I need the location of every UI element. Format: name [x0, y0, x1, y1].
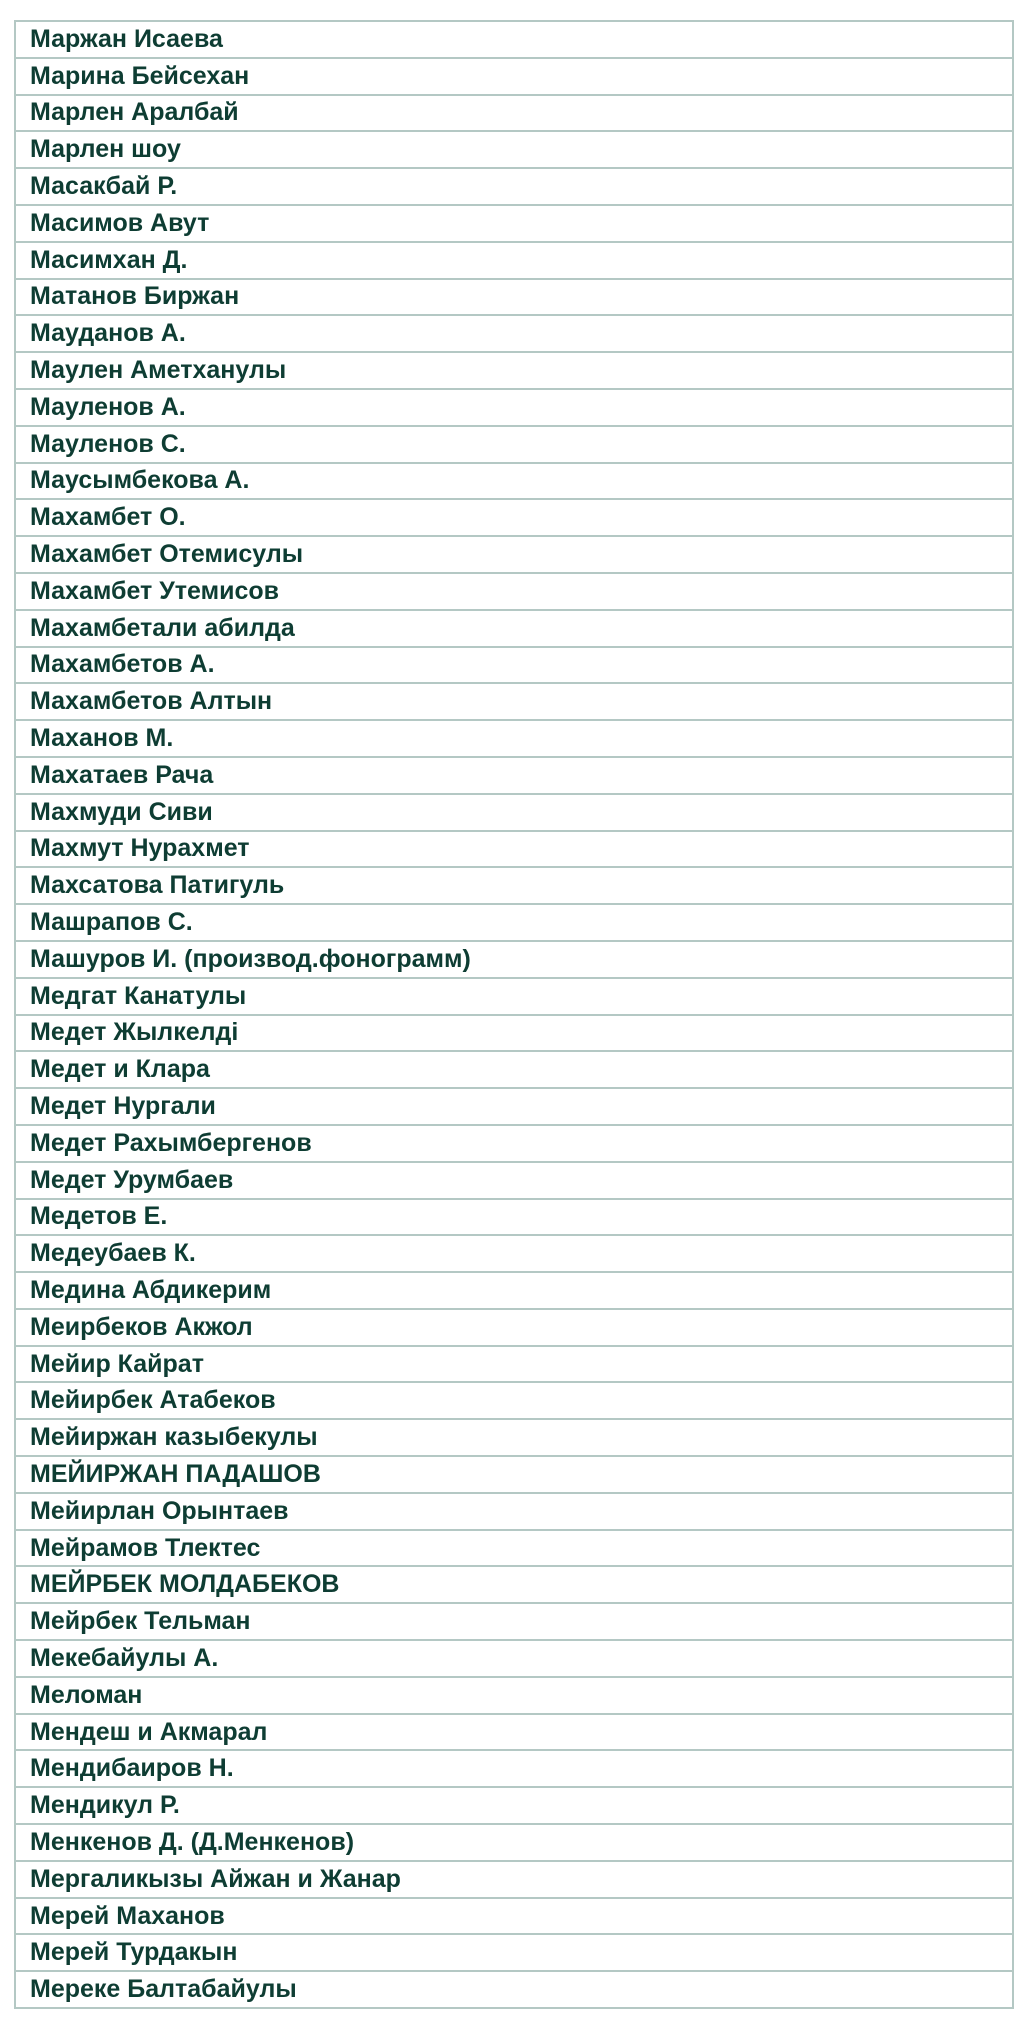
table-row: [16, 868, 1012, 905]
table-row: [16, 1715, 1012, 1752]
table-row: [16, 1641, 1012, 1678]
name-cell: Махамбет Утемисов: [30, 576, 279, 605]
name-cell: Маусымбекова А.: [30, 466, 250, 495]
table-row: [16, 832, 1012, 869]
name-cell: МЕЙРБЕК МОЛДАБЕКОВ: [30, 1570, 340, 1599]
name-cell: Мауленов С.: [30, 429, 186, 458]
name-cell: Мекебайулы А.: [30, 1643, 219, 1672]
name-cell: Медет Нургали: [30, 1092, 216, 1120]
name-cell: Маулен Аметханулы: [30, 356, 287, 385]
table-row: [16, 132, 1012, 169]
table-row: [16, 1016, 1012, 1053]
table-row: [16, 243, 1012, 280]
name-cell: Масимов Авут: [30, 208, 210, 237]
table-row: [16, 1163, 1012, 1200]
table-row: [16, 574, 1012, 611]
table-row: [16, 1420, 1012, 1457]
name-cell: Медина Абдикерим: [30, 1275, 272, 1304]
table-row: [16, 1678, 1012, 1715]
table-row: [16, 942, 1012, 979]
name-cell: Медет и Клара: [30, 1055, 210, 1084]
table-row: [16, 353, 1012, 390]
table-row: [16, 1089, 1012, 1126]
table-row: [16, 1052, 1012, 1089]
table-row: [16, 22, 1012, 59]
table-row: [16, 1862, 1012, 1899]
name-cell: Мейирлан Орынтаев: [30, 1496, 289, 1525]
table-row: [16, 1347, 1012, 1384]
table-row: [16, 390, 1012, 427]
name-cell: Мейрамов Тлектес: [30, 1533, 261, 1562]
name-cell: Мергаликызы Айжан и Жанар: [30, 1864, 401, 1893]
table-row: [16, 1494, 1012, 1531]
name-cell: Мейир Кайрат: [30, 1349, 204, 1378]
table-row: [16, 905, 1012, 942]
name-cell: МЕЙИРЖАН ПАДАШОВ: [30, 1459, 321, 1488]
table-row: [16, 169, 1012, 206]
name-cell: Меломан: [30, 1680, 143, 1709]
name-cell: Машуров И. (производ.фонограмм): [30, 944, 471, 973]
name-cell: Мауленов А.: [30, 392, 186, 421]
name-cell: Марлен Аралбай: [30, 98, 239, 127]
name-cell: Махатаев Рача: [30, 760, 214, 789]
name-cell: Мейирбек Атабеков: [30, 1386, 276, 1415]
name-cell: Мендикул Р.: [30, 1791, 180, 1820]
name-cell: Масакбай Р.: [30, 172, 178, 201]
table-row: [16, 1788, 1012, 1825]
table-row: [16, 1972, 1012, 2009]
name-cell: Масимхан Д.: [30, 245, 188, 274]
table-row: [16, 96, 1012, 133]
table-row: [16, 721, 1012, 758]
name-cell: Медеубаев К.: [30, 1239, 196, 1268]
name-cell: Менкенов Д. (Д.Менкенов): [30, 1827, 355, 1856]
name-cell: Медетов Е.: [30, 1202, 168, 1231]
name-cell: Мерей Маханов: [30, 1901, 225, 1930]
name-cell: Мендеш и Акмарал: [30, 1717, 268, 1746]
table-row: [16, 316, 1012, 353]
table-row: [16, 648, 1012, 685]
table-row: [16, 611, 1012, 648]
table-row: [16, 1310, 1012, 1347]
name-cell: Махсатова Патигуль: [30, 871, 285, 900]
table-row: [16, 758, 1012, 795]
name-cell: Марлен шоу: [30, 135, 181, 164]
name-cell: Матанов Биржан: [30, 282, 240, 311]
name-cell: Махамбет Отемисулы: [30, 540, 304, 569]
table-row: [16, 537, 1012, 574]
table-row: [16, 1457, 1012, 1494]
name-cell: Маханов М.: [30, 724, 174, 753]
table-row: [16, 464, 1012, 501]
table-row: [16, 1236, 1012, 1273]
table-row: [16, 206, 1012, 243]
name-cell: Марина Бейсехан: [30, 61, 250, 90]
table-row: [16, 1935, 1012, 1972]
name-cell: Маржан Исаева: [30, 24, 223, 53]
name-cell: Махамбет О.: [30, 503, 186, 532]
table-row: [16, 500, 1012, 537]
name-cell: Машрапов С.: [30, 908, 193, 937]
table-row: [16, 1126, 1012, 1163]
table-row: [16, 795, 1012, 832]
name-cell: Меирбеков Акжол: [30, 1312, 253, 1341]
table-row: [16, 59, 1012, 96]
table-row: [16, 1567, 1012, 1604]
table-row: [16, 280, 1012, 317]
name-cell: Махмуди Сиви: [30, 797, 213, 826]
table-row: [16, 684, 1012, 721]
name-cell: Мейрбек Тельман: [30, 1607, 251, 1636]
name-cell: Махамбетов А.: [30, 650, 215, 679]
name-cell: Махамбетали абилда: [30, 613, 295, 642]
table-row: [16, 427, 1012, 464]
name-cell: Мендибаиров Н.: [30, 1754, 234, 1783]
table-row: [16, 1383, 1012, 1420]
name-cell: Махамбетов Алтын: [30, 687, 273, 716]
names-table: [14, 20, 1014, 2009]
table-row: [16, 1751, 1012, 1788]
name-cell: Мейиржан казыбекулы: [30, 1423, 318, 1452]
table-row: [16, 1273, 1012, 1310]
table-row: [16, 1899, 1012, 1936]
name-cell: Махмут Нурахмет: [30, 834, 250, 863]
name-cell: Медет Жылкелді: [30, 1018, 239, 1047]
table-row: [16, 1825, 1012, 1862]
name-cell: Медет Урумбаев: [30, 1165, 234, 1194]
name-cell: Мерей Турдакын: [30, 1938, 238, 1967]
table-row: [16, 1200, 1012, 1237]
name-cell: Мереке Балтабайулы: [30, 1975, 297, 2004]
table-row: [16, 979, 1012, 1016]
table-row: [16, 1604, 1012, 1641]
name-cell: Медгат Канатулы: [30, 981, 247, 1010]
name-cell: Медет Рахымбергенов: [30, 1128, 312, 1157]
name-cell: Мауданов А.: [30, 319, 186, 348]
table-row: [16, 1531, 1012, 1568]
